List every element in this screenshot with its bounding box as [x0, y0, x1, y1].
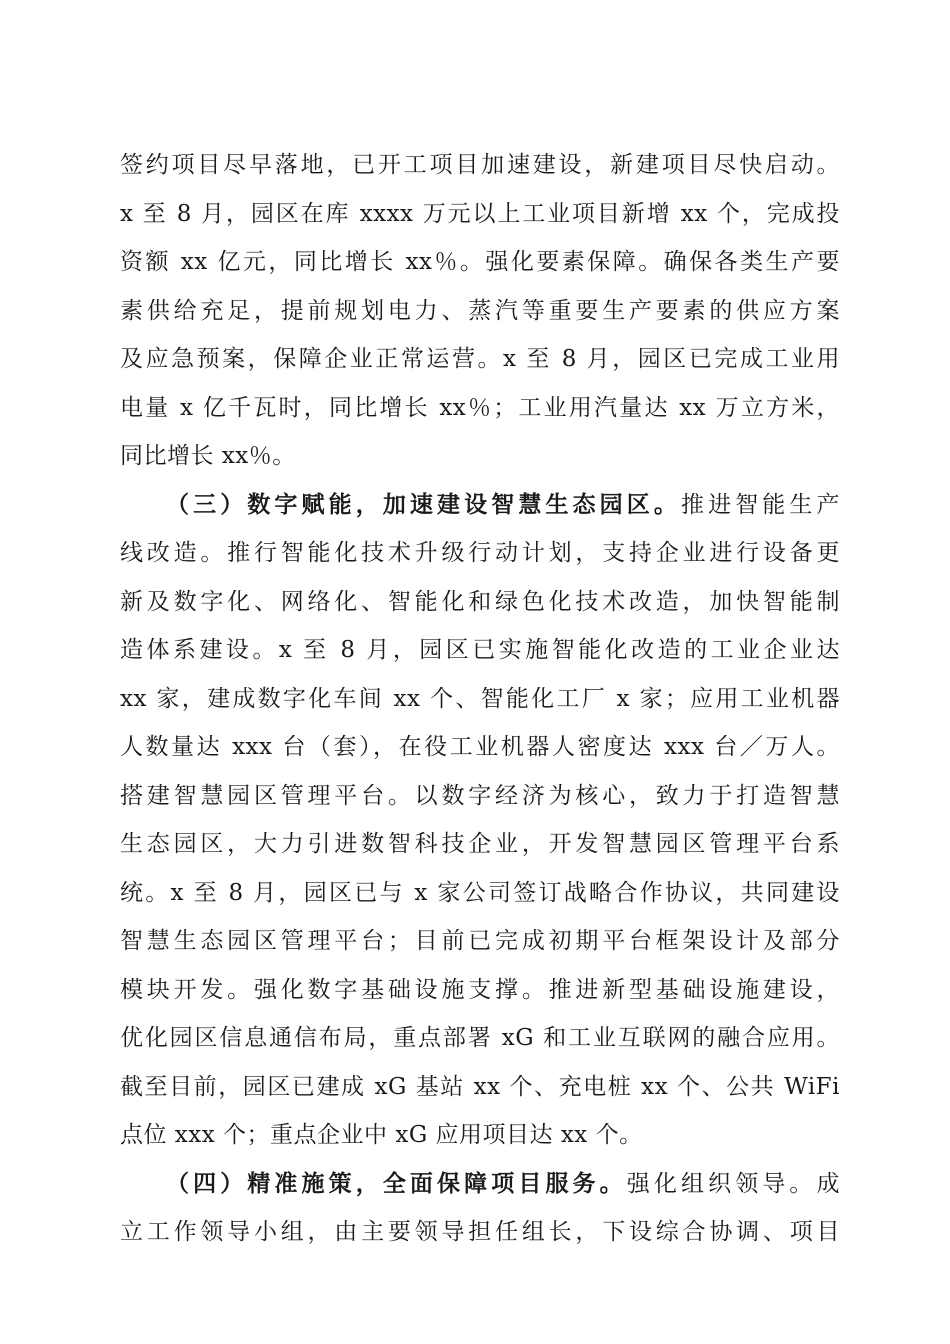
- section-4-heading: （四）精准施策，全面保障项目服务。: [166, 1169, 627, 1197]
- text-line: 素供给充足，提前规划电力、蒸汽等重要生产要素的供应方案: [120, 297, 840, 324]
- text-line: 点位 xxx 个；重点企业中 xG 应用项目达 xx 个。: [120, 1122, 643, 1148]
- text-line: 立工作领导小组，由主要领导担任组长，下设综合协调、项目: [120, 1219, 840, 1245]
- text-line: 及应急预案，保障企业正常运营。x 至 8 月，园区已完成工业用: [120, 346, 840, 372]
- text-line: xx 家，建成数字化车间 xx 个、智能化工厂 x 家；应用工业机器: [120, 685, 840, 712]
- text-line: 资额 xx 亿元，同比增长 xx％。强化要素保障。确保各类生产要: [120, 249, 840, 275]
- section-3-first-line: [120, 481, 840, 530]
- body-text: [120, 141, 840, 1257]
- text-line: 智慧生态园区管理平台；目前已完成初期平台框架设计及部分: [120, 928, 840, 954]
- text-line: 造体系建设。x 至 8 月，园区已实施智能化改造的工业企业达: [120, 637, 840, 663]
- text-line: 线改造。推行智能化技术升级行动计划，支持企业进行设备更: [120, 540, 840, 566]
- text-line: 人数量达 xxx 台（套），在役工业机器人密度达 xxx 台／万人。: [120, 734, 840, 760]
- section-4-first-line: [120, 1160, 840, 1209]
- text-line: 签约项目尽早落地，已开工项目加速建设，新建项目尽快启动。: [120, 152, 840, 178]
- text-line: 同比增长 xx％。: [120, 443, 296, 469]
- text-line: 统。x 至 8 月，园区已与 x 家公司签订战略合作协议，共同建设: [120, 879, 840, 906]
- text-line: 电量 x 亿千瓦时，同比增长 xx％；工业用汽量达 xx 万立方米，: [120, 394, 840, 421]
- text-line: 截至目前，园区已建成 xG 基站 xx 个、充电桩 xx 个、公共 WiFi: [120, 1073, 840, 1100]
- text-line: 优化园区信息通信布局，重点部署 xG 和工业互联网的融合应用。: [120, 1025, 840, 1051]
- text-line: 搭建智慧园区管理平台。以数字经济为核心，致力于打造智慧: [120, 782, 840, 809]
- text-line: x 至 8 月，园区在库 xxxx 万元以上工业项目新增 xx 个，完成投: [120, 200, 840, 227]
- text-line: 新及数字化、网络化、智能化和绿色化技术改造，加快智能制: [120, 588, 840, 615]
- text-line: 生态园区，大力引进数智科技企业，开发智慧园区管理平台系: [120, 831, 840, 857]
- section-3-heading: （三）数字赋能，加速建设智慧生态园区。: [166, 490, 681, 518]
- text-line: 模块开发。强化数字基础设施支撑。推进新型基础设施建设，: [120, 976, 840, 1003]
- text-span: 推进智能生产: [680, 491, 841, 518]
- text-span: 强化组织领导。成: [626, 1170, 841, 1197]
